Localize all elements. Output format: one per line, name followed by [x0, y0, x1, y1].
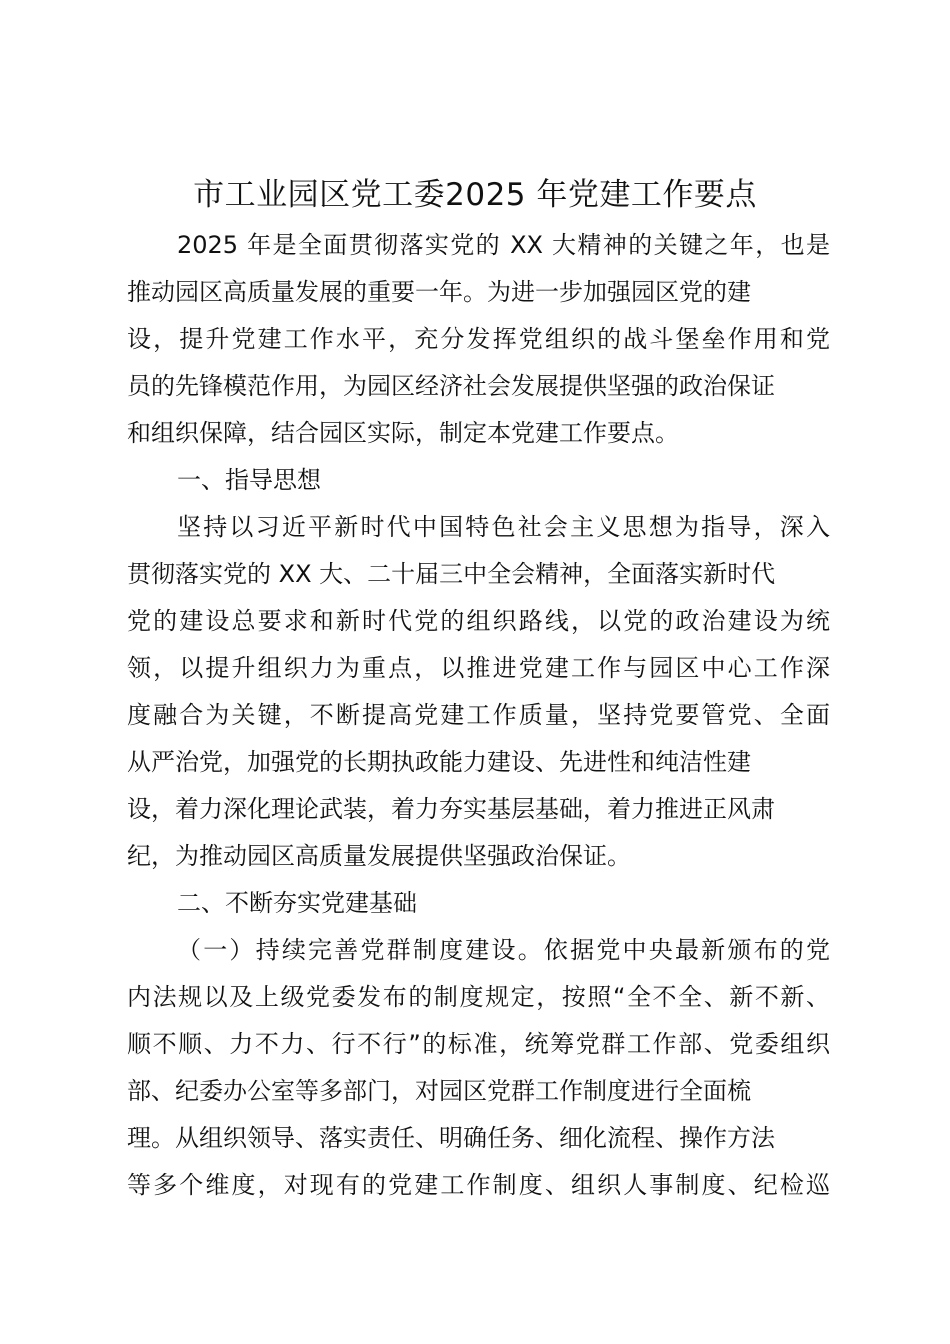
document-title: 市工业园区党工委2025 年党建工作要点: [193, 177, 757, 213]
paragraph-line: 设，提升党建工作水平，充分发挥党组织的战斗堡垒作用和党: [127, 325, 830, 353]
paragraph-line: 等多个维度，对现有的党建工作制度、组织人事制度、纪检巡: [127, 1171, 830, 1199]
paragraph-line: 度融合为关键，不断提高党建工作质量，坚持党要管党、全面: [127, 701, 830, 729]
paragraph-line: 设，着力深化理论武装，着力夯实基层基础，着力推进正风肃: [127, 795, 775, 823]
paragraph-line: 部、纪委办公室等多部门，对园区党群工作制度进行全面梳: [127, 1077, 751, 1105]
paragraph-line: 顺不顺、力不力、行不行”的标准，统筹党群工作部、党委组织: [127, 1030, 830, 1058]
paragraph-line: 理。从组织领导、落实责任、明确任务、细化流程、操作方法: [127, 1124, 775, 1152]
paragraph-line: 员的先锋模范作用，为园区经济社会发展提供坚强的政治保证: [127, 372, 775, 400]
paragraph-line: 从严治党，加强党的长期执政能力建设、先进性和纯洁性建: [127, 748, 751, 776]
paragraph-line: 纪，为推动园区高质量发展提供坚强政治保证。: [127, 842, 631, 870]
paragraph-line: （一）持续完善党群制度建设。依据党中央最新颁布的党: [177, 936, 830, 964]
paragraph-line: 领，以提升组织力为重点，以推进党建工作与园区中心工作深: [127, 654, 830, 682]
paragraph-line: 二、不断夯实党建基础: [177, 889, 417, 917]
paragraph-line: 贯彻落实党的 XX 大、二十届三中全会精神，全面落实新时代: [127, 560, 776, 588]
paragraph-line: 内法规以及上级党委发布的制度规定，按照“全不全、新不新、: [127, 983, 830, 1011]
paragraph-line: 和组织保障，结合园区实际，制定本党建工作要点。: [127, 419, 679, 447]
paragraph-line: 一、指导思想: [177, 466, 321, 494]
document-body: [127, 222, 847, 1209]
paragraph-line: 2025 年是全面贯彻落实党的 XX 大精神的关键之年，也是: [177, 231, 830, 259]
paragraph-line: 党的建设总要求和新时代党的组织路线，以党的政治建设为统: [127, 607, 830, 635]
paragraph-line: 推动园区高质量发展的重要一年。为进一步加强园区党的建: [127, 278, 751, 306]
paragraph-line: 坚持以习近平新时代中国特色社会主义思想为指导，深入: [177, 513, 830, 541]
